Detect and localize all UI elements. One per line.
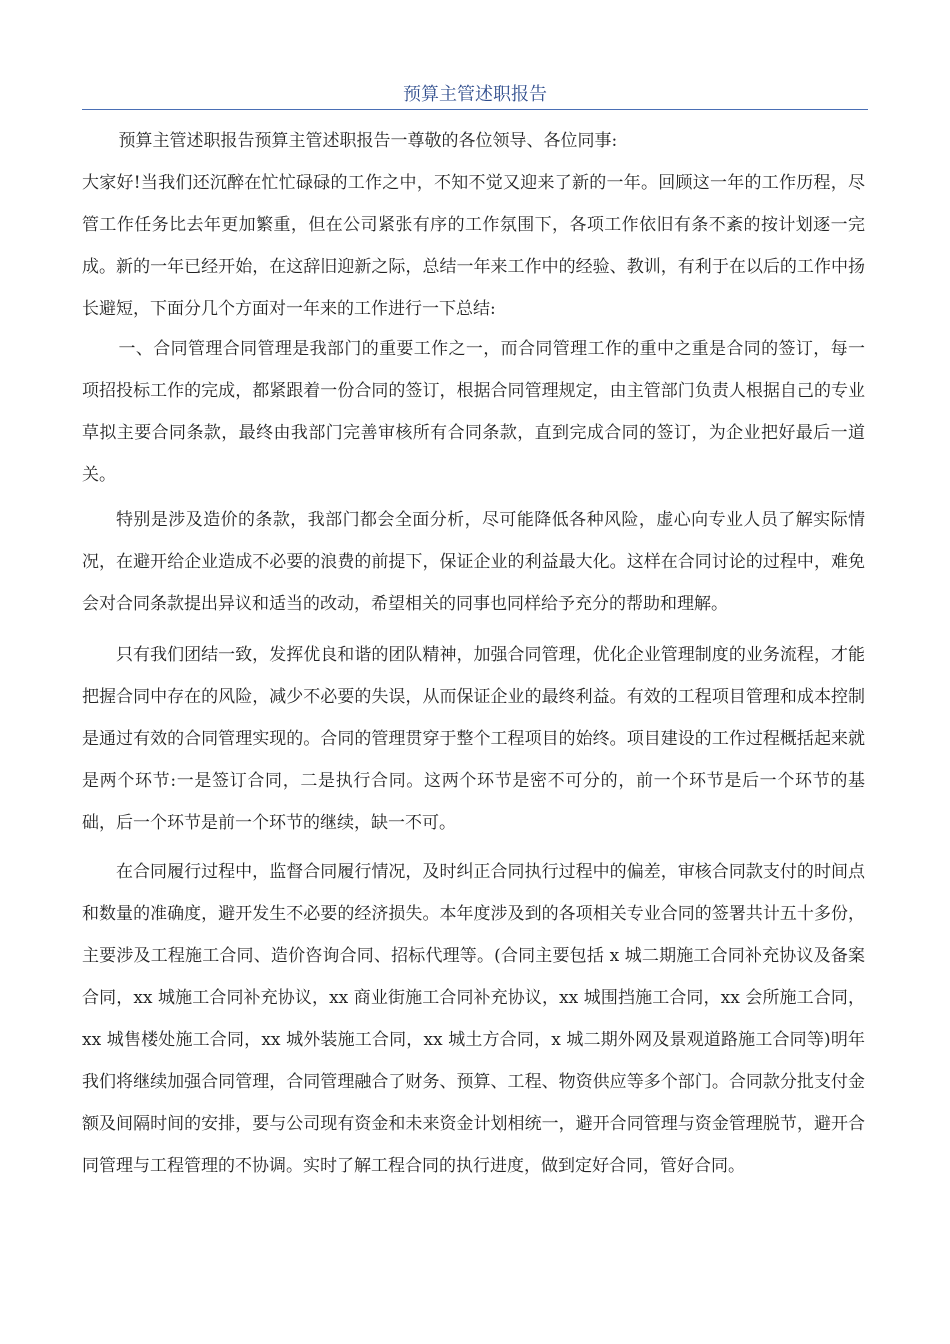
greeting-paragraph: 大家好!当我们还沉醉在忙忙碌碌的工作之中，不知不觉又迎来了新的一年。回顾这一年的工作历程，尽管工作任务比去年更加繁重，但在公司紧张有序的工作氛围下，各项工作依旧有条不紊的按计划逐一完成。新的一年已经开始，在这辞旧迎新之际，总结一年来工作中的经验、教训，有利于在以后的工作中扬长避短，下面分几个方面对一年来的工作进行一下总结:: [82, 173, 865, 319]
intro-paragraph: 预算主管述职报告预算主管述职报告一尊敬的各位领导、各位同事:: [118, 131, 618, 151]
page-title: 预算主管述职报告: [403, 84, 547, 105]
teamwork-paragraph: 只有我们团结一致，发挥优良和谐的团队精神，加强合同管理，优化企业管理制度的业务流程，才能把握合同中存在的风险，减少不必要的失误，从而保证企业的最终利益。有效的工程项目管理和成本控制是通过有效的合同管理实现的。合同的管理贯穿于整个工程项目的始终。项目建设的工作过程概括起来就是两个环节:一是签订合同，二是执行合同。这两个环节是密不可分的，前一个环节是后一个环节的基础，后一个环节是前一个环节的继续，缺一不可。: [82, 645, 865, 833]
title-rule: [82, 109, 868, 110]
contract-execution-paragraph: 在合同履行过程中，监督合同履行情况，及时纠正合同执行过程中的偏差，审核合同款支付的时间点和数量的准确度，避开发生不必要的经济损失。本年度涉及到的各项相关专业合同的签署共计五十多份，主要涉及工程施工合同、造价咨询合同、招标代理等。(合同主要包括 x 城二期施工合同补充协议及备案合同，xx 城施工合同补充协议，xx 商业街施工合同补充协议，xx 城围挡施工合同，xx 会所施工合同，xx 城售楼处施工合同，xx 城外装施工合同，xx 城土方合同，x 城二期外网及景观道路施工合同等)明年我们将继续加强合同管理，合同管理融合了财务、预算、工程、物资供应等多个部门。合同款分批支付金额及间隔时间的安排，要与公司现有资金和未来资金计划相统一，避开合同管理与资金管理脱节，避开合同管理与工程管理的不协调。实时了解工程合同的执行进度，做到定好合同，管好合同。: [82, 862, 865, 1176]
contract-management-paragraph: 一、合同管理合同管理是我部门的重要工作之一，而合同管理工作的重中之重是合同的签订，每一项招投标工作的完成，都紧跟着一份合同的签订，根据合同管理规定，由主管部门负责人根据自己的专业草拟主要合同条款，最终由我部门完善审核所有合同条款，直到完成合同的签订，为企业把好最后一道关。: [82, 339, 865, 485]
cost-clause-paragraph: 特别是涉及造价的条款，我部门都会全面分析，尽可能降低各种风险，虚心向专业人员了解实际情况，在避开给企业造成不必要的浪费的前提下，保证企业的利益最大化。这样在合同讨论的过程中，难免会对合同条款提出异议和适当的改动，希望相关的同事也同样给予充分的帮助和理解。: [82, 510, 865, 614]
